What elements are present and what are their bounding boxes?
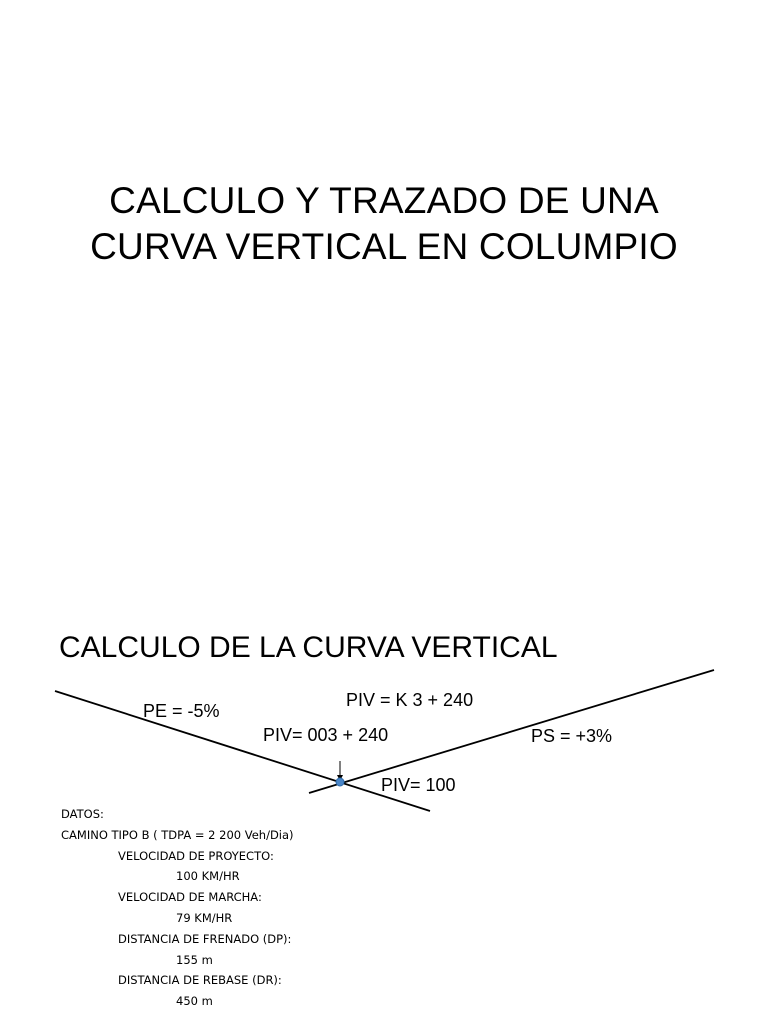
section-heading: CALCULO DE LA CURVA VERTICAL (59, 631, 558, 664)
datos-list (61, 804, 294, 1012)
datos-header: DATOS: (61, 807, 104, 821)
pe-label: PE = -5% (143, 701, 220, 721)
distancia-frenado-value: 155 m (176, 952, 213, 967)
piv-kilometer-label: PIV = K 3 + 240 (346, 690, 474, 710)
title-line-2: CURVA VERTICAL EN COLUMPIO (90, 226, 678, 267)
velocidad-proyecto-value: 100 KM/HR (176, 869, 240, 884)
distancia-frenado-label: DISTANCIA DE FRENADO (DP): (118, 931, 292, 946)
calculation-slide (0, 576, 768, 1024)
piv-point (336, 778, 344, 786)
distancia-rebase-value: 450 m (176, 994, 213, 1009)
velocidad-marcha-value: 79 KM/HR (176, 910, 233, 925)
title-line-1: CALCULO Y TRAZADO DE UNA (109, 180, 659, 221)
velocidad-proyecto-label: VELOCIDAD DE PROYECTO: (118, 848, 274, 863)
distancia-rebase-label: DISTANCIA DE REBASE (DR): (118, 973, 282, 988)
ps-label: PS = +3% (531, 726, 613, 746)
velocidad-marcha-label: VELOCIDAD DE MARCHA: (118, 890, 262, 905)
presentation-title (40, 178, 728, 270)
piv-elevation-label: PIV= 100 (381, 775, 456, 795)
camino-tipo: CAMINO TIPO B ( TDPA = 2 200 Veh/Dia) (61, 827, 294, 842)
piv-station-label: PIV= 003 + 240 (263, 725, 389, 745)
